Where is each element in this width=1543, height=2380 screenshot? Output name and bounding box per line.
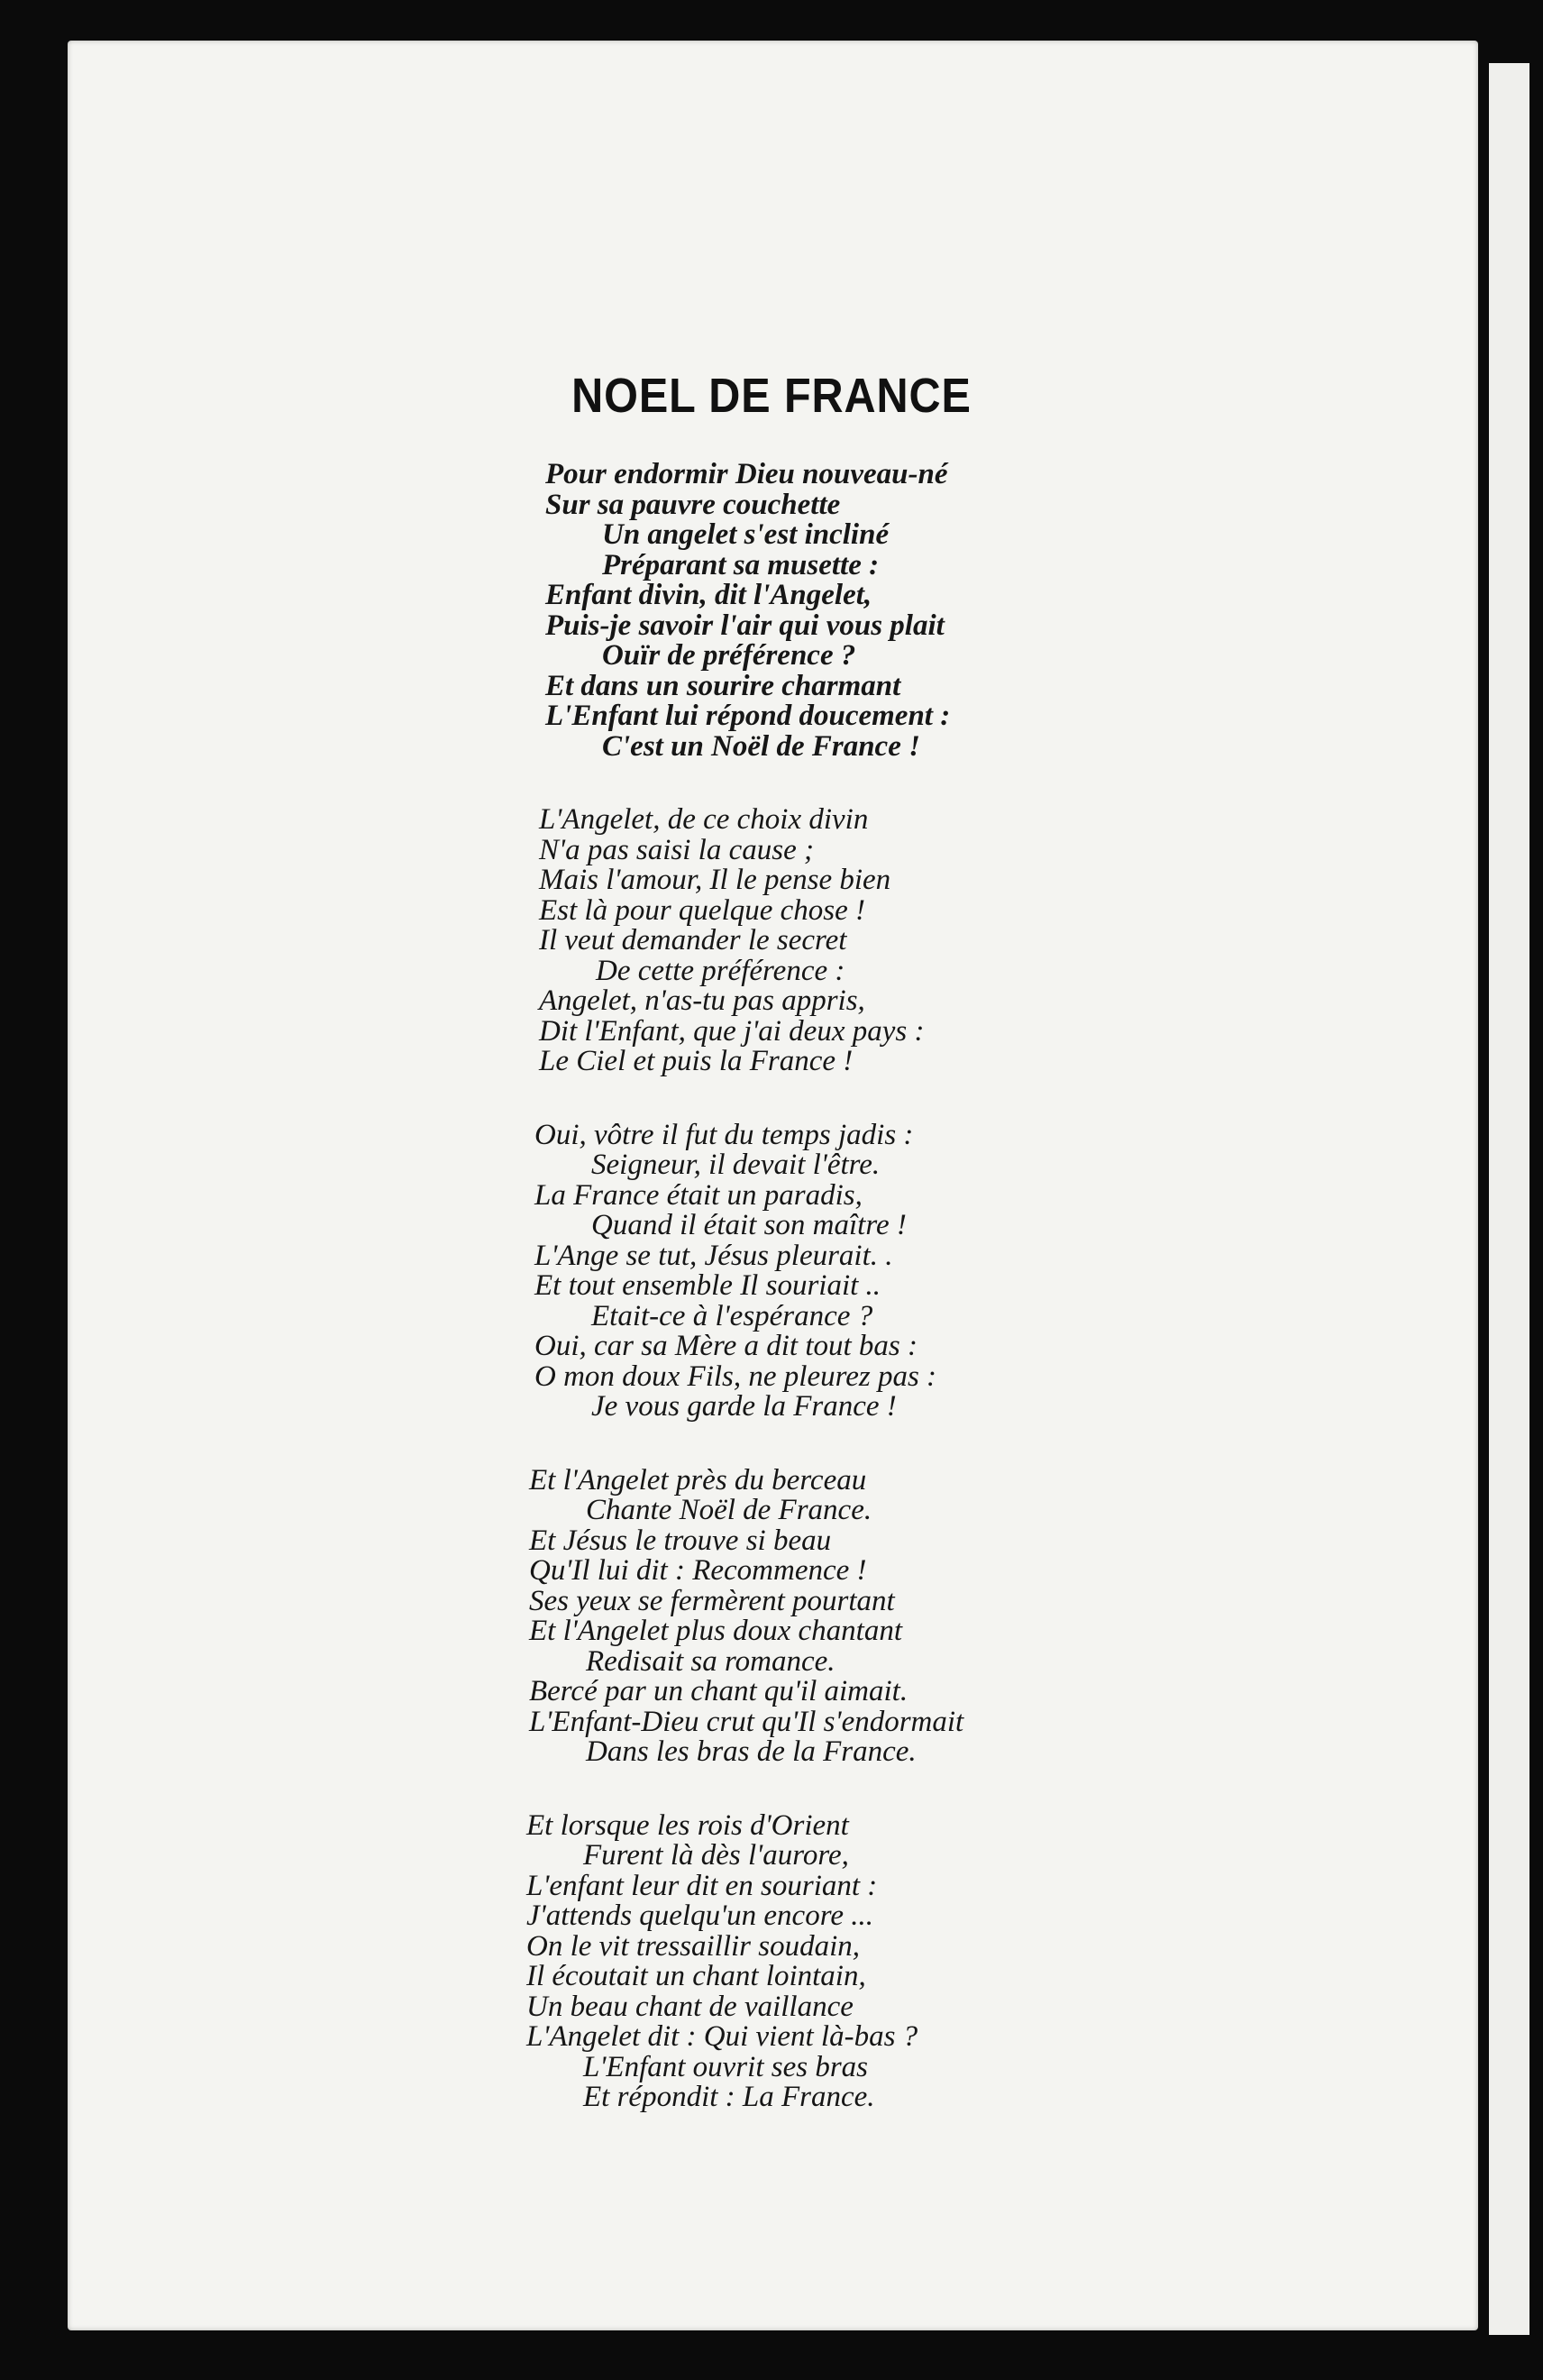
poem-line: Et répondit : La France. [583,2081,875,2113]
poem-line: L'Enfant ouvrit ses bras [583,2050,868,2083]
poem-line: De cette préférence : [596,954,845,987]
poem-line: Seigneur, il devait l'être. [591,1149,881,1181]
poem-line: Pour endormir Dieu nouveau-né [545,458,948,490]
poem-line: J'attends quelqu'un encore ... [526,1899,873,1932]
poem-line: Mais l'amour, Il le pense bien [539,864,891,896]
poem-line: Quand il était son maître ! [591,1209,907,1241]
poem-line: Puis-je savoir l'air qui vous plait [545,609,945,642]
poem-line: Sur sa pauvre couchette [545,488,841,521]
stanza-1 [0,460,1543,762]
poem-line: L'Enfant-Dieu crut qu'Il s'endormait [529,1705,964,1738]
poem-line: L'Angelet, de ce choix divin [539,803,869,836]
poem-body [0,460,1543,2156]
poem-line: Et l'Angelet plus doux chantant [529,1615,902,1647]
poem-line: Dit l'Enfant, que j'ai deux pays : [539,1014,925,1048]
poem-line: C'est un Noël de France ! [602,729,920,763]
poem-line: Un angelet s'est incliné [602,518,890,551]
poem-line: Il écoutait un chant lointain, [526,1960,866,1992]
poem-line: O mon doux Fils, ne pleurez pas : [534,1359,937,1393]
poem-line: Et Jésus le trouve si beau [529,1524,832,1557]
poem-line: L'Ange se tut, Jésus pleurait. . [534,1239,893,1272]
poem-line: Redisait sa romance. [586,1644,835,1678]
poem-line: Qu'Il lui dit : Recommence ! [529,1554,867,1587]
poem-line: Un beau chant de vaillance [526,1990,854,2023]
poem-line: Ouïr de préférence ? [602,639,856,672]
poem-line: Oui, car sa Mère a dit tout bas : [534,1330,918,1362]
poem-line: Chante Noël de France. [586,1494,872,1526]
poem-line: Dans les bras de la France. [586,1735,917,1768]
poem-line: Et lorsque les rois d'Orient [526,1808,849,1842]
poem-line: Il veut demander le secret [539,924,847,957]
poem-line: Et tout ensemble Il souriait .. [534,1269,881,1302]
poem-line: L'Enfant lui répond doucement : [545,700,951,732]
poem-line: Enfant divin, dit l'Angelet, [545,579,872,611]
stanza-5 [0,1808,1543,2113]
stanza-2 [0,805,1543,1077]
poem-line: L'enfant leur dit en souriant : [526,1869,878,1902]
poem-line: Je vous garde la France ! [591,1390,897,1423]
poem-title: NOEL DE FRANCE [571,369,972,423]
stanza-4 [0,1463,1543,1768]
poem-line: N'a pas saisi la cause ; [539,833,814,866]
poem-line: Le Ciel et puis la France ! [539,1045,854,1077]
poem-line: Ses yeux se fermèrent pourtant [529,1584,895,1617]
poem-line: Préparant sa musette : [602,548,880,581]
poem-line: Angelet, n'as-tu pas appris, [539,984,865,1017]
poem-line: Est là pour quelque chose ! [539,893,866,927]
poem-line: Oui, vôtre il fut du temps jadis : [534,1118,914,1151]
poem-line: Furent là dès l'aurore, [583,1839,849,1872]
poem-line: On le vit tressaillir soudain, [526,1929,861,1963]
poem-line: La France était un paradis, [534,1178,863,1212]
poem-line: Etait-ce à l'espérance ? [591,1299,873,1332]
poem-line: Et dans un sourire charmant [545,669,901,702]
poem-line: Bercé par un chant qu'il aimait. [529,1675,908,1707]
poem-line: L'Angelet dit : Qui vient là-bas ? [526,2020,918,2053]
poem-line: Et l'Angelet près du berceau [529,1463,867,1497]
stanza-3 [0,1118,1543,1423]
